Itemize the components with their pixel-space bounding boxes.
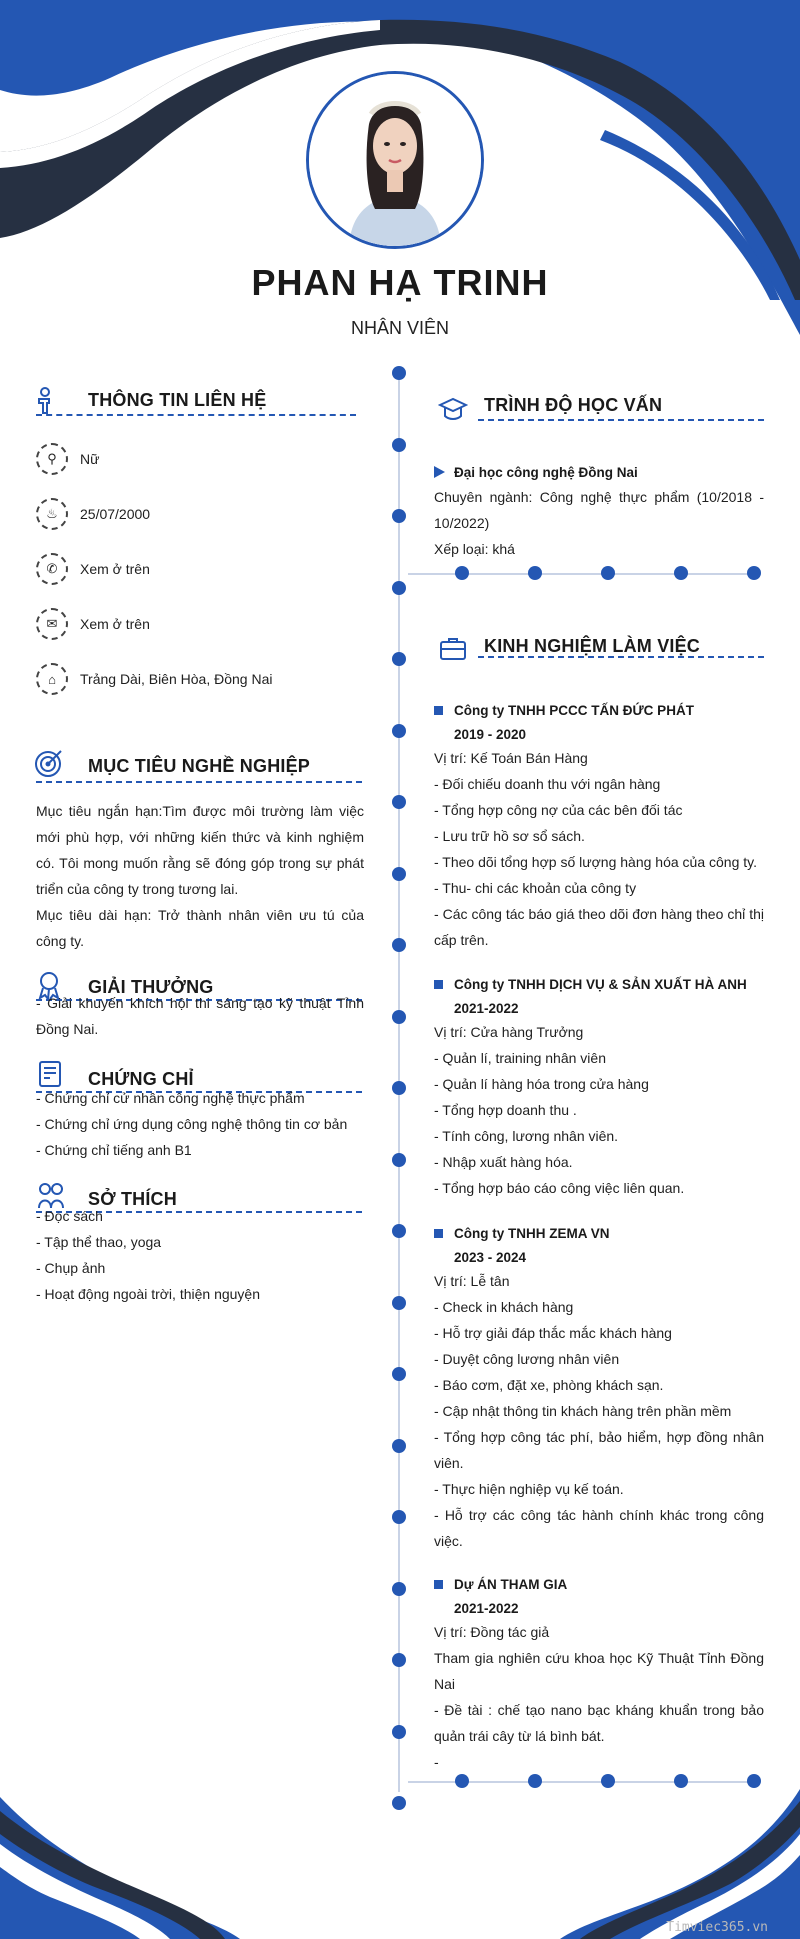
candidate-role: NHÂN VIÊN	[350, 318, 449, 338]
timeline-dot	[392, 366, 406, 380]
education-major: Chuyên ngành: Công nghệ thực phẩm (10/2018 - 10/2022)	[434, 489, 764, 531]
project-detail: Tham gia nghiên cứu khoa học Kỹ Thuật Tỉnh Đồng Nai	[434, 1650, 764, 1692]
timeline-dot	[392, 1010, 406, 1024]
job-duty: - Tổng hợp công nợ của các bên đối tác	[434, 802, 683, 818]
divider-dot	[528, 1774, 542, 1788]
objective-long-term: Mục tiêu dài hạn: Trở thành nhân viên ưu tú của công ty.	[36, 907, 364, 949]
job-duty: - Thực hiện nghiệp vụ kế toán.	[434, 1481, 624, 1497]
graduation-cap-icon	[438, 394, 468, 424]
divider-dot	[528, 566, 542, 580]
project-period: 2021-2022	[454, 1601, 519, 1616]
education-grade: Xếp loại: khá	[434, 541, 515, 557]
job-duty: - Đối chiếu doanh thu với ngân hàng	[434, 776, 661, 792]
education-section-title: TRÌNH ĐỘ HỌC VẤN	[484, 395, 663, 415]
certificate-item: - Chứng chỉ tiếng anh B1	[36, 1142, 192, 1158]
divider-dot	[455, 1774, 469, 1788]
divider-dot	[601, 1774, 615, 1788]
bullet-square-icon	[434, 706, 443, 715]
bullet-square-icon	[434, 980, 443, 989]
timeline-dot	[392, 1224, 406, 1238]
timeline-dot	[392, 1653, 406, 1667]
timeline-dot	[392, 867, 406, 881]
divider-dot	[747, 1774, 761, 1788]
job-duty: - Tổng hợp doanh thu .	[434, 1102, 577, 1118]
job-duty: - Duyệt công lương nhân viên	[434, 1351, 620, 1367]
timeline-dot	[392, 1510, 406, 1524]
job-duty: - Theo dõi tổng hợp số lượng hàng hóa của công ty.	[434, 854, 757, 870]
contact-section-title: THÔNG TIN LIÊN HỆ	[88, 390, 267, 410]
timeline-dot	[392, 1153, 406, 1167]
email-icon: ✉	[36, 608, 68, 640]
job-duty: - Hỗ trợ giải đáp thắc mắc khách hàng	[434, 1325, 672, 1341]
awards-text: - Giải khuyến khích hội thi sáng tạo kỹ thuật Tỉnh Đồng Nai.	[36, 995, 364, 1037]
contact-section-rule	[36, 414, 356, 416]
briefcase-icon	[438, 634, 468, 664]
timeline-dot	[392, 1296, 406, 1310]
objective-short-term: Mục tiêu ngắn hạn:Tìm được môi trường làm việc mới phù hợp, với những kiến thức và kinh nghiệm có. Tôi mong muốn rằng sẽ đóng góp trong sự phát triển của công ty trong tương lai.	[36, 803, 364, 897]
project-title: Dự ÁN THAM GIA	[454, 1577, 568, 1592]
bottom-wave-decoration	[0, 1789, 800, 1939]
job-duty: - Nhập xuất hàng hóa.	[434, 1154, 573, 1170]
avatar-portrait-image	[309, 74, 481, 246]
job-duty: - Hỗ trợ các công tác hành chính khác trong công việc.	[434, 1507, 764, 1549]
divider-dot	[601, 566, 615, 580]
awards-section-title: GIẢI THƯỞNG	[88, 977, 214, 997]
contact-gender-text: Nữ	[80, 451, 100, 467]
job-duty: - Tổng hợp công tác phí, bảo hiểm, hợp đồng nhân viên.	[434, 1429, 764, 1471]
timeline-dot	[392, 1081, 406, 1095]
contact-phone-text: Xem ở trên	[80, 561, 150, 577]
timeline-dot	[392, 1582, 406, 1596]
job-duty: - Quản lí hàng hóa trong cửa hàng	[434, 1076, 649, 1092]
gender-icon: ⚲	[36, 443, 68, 475]
job-position: Vị trí: Kế Toán Bán Hàng	[434, 750, 588, 766]
birthday-cake-icon: ♨	[36, 498, 68, 530]
job-company: Công ty TNHH PCCC TẤN ĐỨC PHÁT	[454, 703, 694, 718]
experience-section-title: KINH NGHIỆM LÀM VIỆC	[484, 636, 701, 656]
bullet-triangle-icon	[434, 466, 445, 478]
divider-dot	[674, 566, 688, 580]
candidate-name: PHAN HẠ TRINH	[251, 262, 549, 303]
objective-section-rule	[36, 781, 362, 783]
avatar	[306, 71, 484, 249]
project-detail: - Đề tài : chế tạo nano bạc kháng khuẩn trong bảo quản trái cây từ lá bình bát.	[434, 1702, 764, 1744]
timeline-dot	[392, 438, 406, 452]
bullet-square-icon	[434, 1580, 443, 1589]
hobby-item: - Đọc sách	[36, 1208, 103, 1224]
timeline-dot	[392, 1367, 406, 1381]
certificate-item: - Chứng chỉ cử nhân công nghệ thực phẩm	[36, 1090, 305, 1106]
contact-birthday-text: 25/07/2000	[80, 506, 151, 522]
objective-section-title: MỤC TIÊU NGHỀ NGHIỆP	[88, 756, 311, 776]
certificates-section-title: CHỨNG CHỈ	[88, 1069, 194, 1089]
contact-address-text: Trảng Dài, Biên Hòa, Đồng Nai	[80, 671, 273, 687]
timeline-dot	[392, 938, 406, 952]
timeline-dot	[392, 509, 406, 523]
job-duty: - Thu- chi các khoản của công ty	[434, 880, 637, 896]
project-position: Vị trí: Đồng tác giả	[434, 1624, 550, 1640]
watermark: Timviec365.vn	[666, 1920, 768, 1935]
bullet-square-icon	[434, 1229, 443, 1238]
timeline-dot	[392, 724, 406, 738]
job-duty: - Lưu trữ hồ sơ sổ sách.	[434, 828, 585, 844]
education-school: Đại học công nghệ Đồng Nai	[454, 465, 638, 480]
education-section-rule	[478, 419, 764, 421]
project-detail: -	[434, 1754, 439, 1770]
divider-dot	[455, 566, 469, 580]
divider-dot	[674, 1774, 688, 1788]
job-duty: - Check in khách hàng	[434, 1299, 574, 1315]
job-duty: - Các công tác báo giá theo dõi đơn hàng theo chỉ thị cấp trên.	[434, 906, 764, 948]
phone-icon: ✆	[36, 553, 68, 585]
job-duty: - Tính công, lương nhân viên.	[434, 1128, 619, 1144]
job-period: 2021-2022	[454, 1001, 519, 1016]
timeline-dot	[392, 1439, 406, 1453]
timeline-dot	[392, 652, 406, 666]
home-icon: ⌂	[36, 663, 68, 695]
job-duty: - Tổng hợp báo cáo công việc liên quan.	[434, 1180, 685, 1196]
hobby-item: - Tập thể thao, yoga	[36, 1234, 162, 1250]
hobbies-section-title: SỞ THÍCH	[88, 1189, 177, 1209]
experience-section-rule	[478, 656, 764, 658]
job-duty: - Cập nhật thông tin khách hàng trên phần mềm	[434, 1403, 732, 1419]
job-period: 2023 - 2024	[454, 1250, 527, 1265]
job-company: Công ty TNHH ZEMA VN	[454, 1226, 610, 1241]
contact-email-text: Xem ở trên	[80, 616, 150, 632]
job-duty: - Quản lí, training nhân viên	[434, 1050, 606, 1066]
info-person-icon	[30, 386, 60, 416]
hobby-item: - Hoạt động ngoài trời, thiện nguyện	[36, 1286, 260, 1302]
job-duty: - Báo cơm, đặt xe, phòng khách sạn.	[434, 1377, 664, 1393]
timeline-dot	[392, 1725, 406, 1739]
divider-dot	[747, 566, 761, 580]
timeline-dot	[392, 581, 406, 595]
hobby-item: - Chụp ảnh	[36, 1260, 106, 1276]
certificate-item: - Chứng chỉ ứng dụng công nghệ thông tin cơ bản	[36, 1116, 348, 1132]
job-company: Công ty TNHH DỊCH VỤ & SẢN XUẤT HÀ ANH	[454, 977, 747, 992]
target-icon	[34, 748, 64, 778]
job-position: Vị trí: Cửa hàng Trưởng	[434, 1024, 584, 1040]
job-position: Vị trí: Lễ tân	[434, 1273, 510, 1289]
job-period: 2019 - 2020	[454, 727, 527, 742]
timeline-dot	[392, 795, 406, 809]
